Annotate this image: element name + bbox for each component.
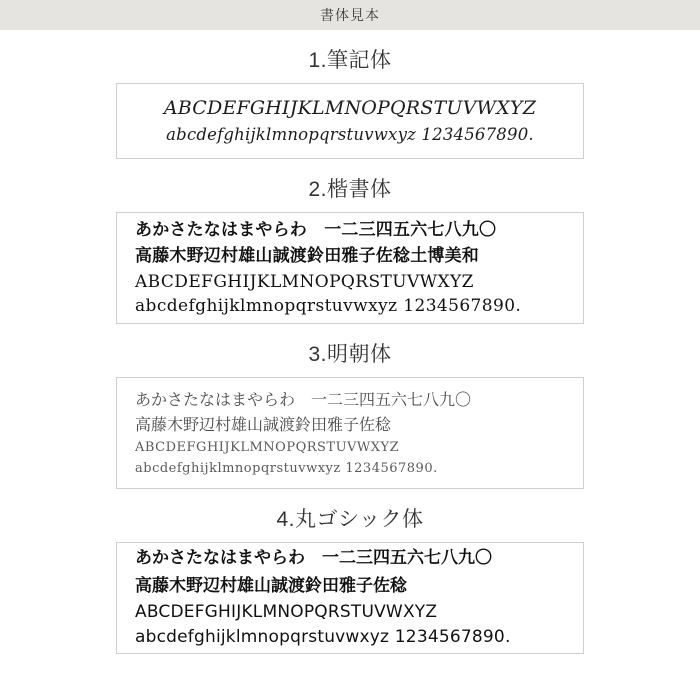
sample-line: ABCDEFGHIJKLMNOPQRSTUVWXYZ bbox=[135, 601, 438, 622]
sample-line: あかさたなはまやらわ 一二三四五六七八九〇 bbox=[135, 389, 472, 409]
sample-line: 高藤木野辺村雄山誠渡鈴田雅子佐稔土博美和 bbox=[135, 246, 479, 267]
sample-title-4: 4.丸ゴシック体 bbox=[276, 508, 424, 531]
sample-line: ABCDEFGHIJKLMNOPQRSTUVWXYZ bbox=[163, 97, 537, 120]
page-header bbox=[0, 0, 700, 30]
sample-line: あかさたなはまやらわ 一二三四五六七八九〇 bbox=[135, 220, 497, 241]
sample-line: 高藤木野辺村雄山誠渡鈴田雅子佐稔 bbox=[135, 575, 407, 596]
sample-line: 高藤木野辺村雄山誠渡鈴田雅子佐稔 bbox=[135, 415, 392, 435]
page-title: 書体見本 bbox=[320, 7, 380, 23]
sample-line: abcdefghijklmnopqrstuvwxyz 1234567890. bbox=[135, 460, 438, 476]
sample-box-4 bbox=[116, 542, 584, 654]
sample-title-3: 3.明朝体 bbox=[308, 343, 392, 366]
sample-line: あかさたなはまやらわ 一二三四五六七八九〇 bbox=[135, 548, 492, 569]
sample-title-1: 1.筆記体 bbox=[308, 49, 392, 72]
font-sample-section-4 bbox=[0, 503, 700, 654]
sample-box-2 bbox=[116, 212, 584, 324]
sample-line: ABCDEFGHIJKLMNOPQRSTUVWXYZ bbox=[135, 439, 400, 455]
font-sample-section-2 bbox=[0, 173, 700, 324]
sample-line: ABCDEFGHIJKLMNOPQRSTUVWXYZ bbox=[135, 271, 474, 292]
font-sample-section-3 bbox=[0, 338, 700, 489]
sample-line: abcdefghijklmnopqrstuvwxyz 1234567890. bbox=[135, 296, 522, 317]
sample-line: abcdefghijklmnopqrstuvwxyz 1234567890. bbox=[166, 124, 534, 144]
sample-line: abcdefghijklmnopqrstuvwxyz 1234567890. bbox=[135, 627, 511, 648]
font-sample-section-1 bbox=[0, 44, 700, 159]
sample-box-1 bbox=[116, 83, 584, 159]
sample-box-3 bbox=[116, 377, 584, 489]
sample-title-2: 2.楷書体 bbox=[308, 178, 392, 201]
